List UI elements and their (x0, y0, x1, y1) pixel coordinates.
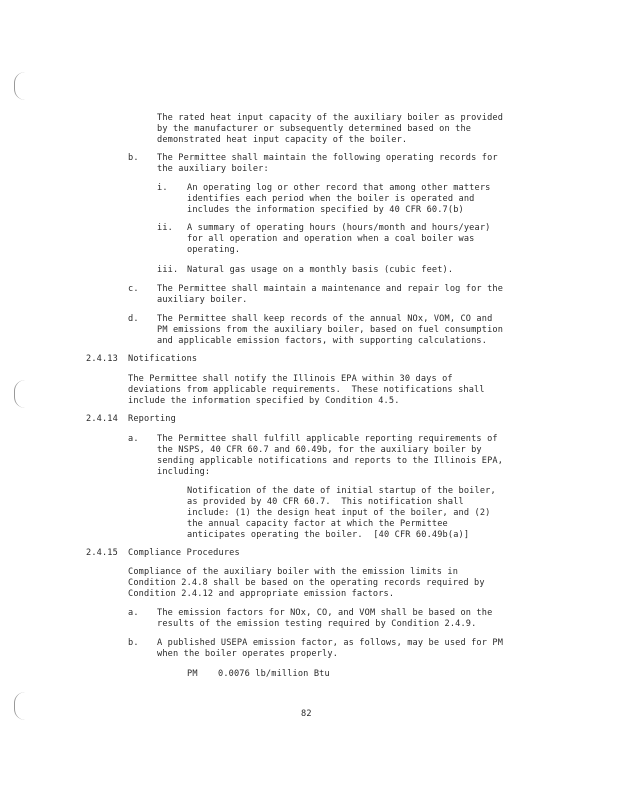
paragraph-line: Notification of the date of initial startup of the boiler, (187, 486, 496, 496)
paragraph-line: The rated heat input capacity of the auxiliary boiler as provided (157, 113, 504, 123)
paragraph-line: The emission factors for NOx, CO, and VOM shall be based on the (157, 608, 493, 618)
item-label: iii. (157, 265, 179, 275)
paragraph-line: operating. (187, 245, 241, 255)
page-number: 82 (301, 709, 312, 719)
paragraph-line: Condition 2.4.12 and appropriate emission factors. (128, 589, 395, 599)
paragraph-line: the auxiliary boiler: (157, 164, 269, 174)
paragraph-line: Natural gas usage on a monthly basis (cubic feet). (187, 265, 454, 275)
paragraph-line: include the information specified by Condition 4.5. (128, 396, 400, 406)
paragraph-line: The Permittee shall keep records of the annual NOx, VOM, CO and (157, 314, 493, 324)
section-number: 2.4.15 (86, 548, 118, 558)
paragraph-line: including: (157, 467, 211, 477)
paragraph-line: The Permittee shall maintain a maintenance and repair log for the (157, 284, 504, 294)
paragraph-line: A summary of operating hours (hours/month and hours/year) (187, 223, 491, 233)
paragraph-line: includes the information specified by 40 CFR 60.7(b) (187, 205, 464, 215)
paragraph-line: demonstrated heat input capacity of the boiler. (157, 135, 408, 145)
paragraph-line: as provided by 40 CFR 60.7. This notification shall (187, 497, 464, 507)
section-number: 2.4.13 (86, 354, 118, 364)
paragraph-line: results of the emission testing required by Condition 2.4.9. (157, 619, 477, 629)
paragraph-line: auxiliary boiler. (157, 295, 248, 305)
paragraph-line: anticipates operating the boiler. [40 CFR 60.49b(a)] (187, 530, 470, 540)
item-label: ii. (157, 223, 173, 233)
item-label: c. (128, 284, 139, 294)
paragraph-line: Compliance of the auxiliary boiler with the emission limits in (128, 567, 459, 577)
pm-label: PM (187, 669, 198, 679)
section-number: 2.4.14 (86, 414, 118, 424)
paragraph-line: the annual capacity factor at which the Permittee (187, 519, 448, 529)
paragraph-line: The Permittee shall fulfill applicable reporting requirements of (157, 434, 498, 444)
paragraph-line: An operating log or other record that among other matters (187, 183, 491, 193)
paragraph-line: A published USEPA emission factor, as follows, may be used for PM (157, 638, 504, 648)
paragraph-line: the NSPS, 40 CFR 60.7 and 60.49b, for the auxiliary boiler by (157, 445, 482, 455)
paragraph-line: identifies each period when the boiler is operated and (187, 194, 475, 204)
binder-hole-mark (14, 380, 25, 408)
item-label: b. (128, 638, 139, 648)
section-title: Notifications (128, 354, 198, 364)
binder-hole-mark (14, 72, 25, 100)
item-label: i. (157, 183, 168, 193)
paragraph-line: when the boiler operates properly. (157, 649, 339, 659)
pm-value: 0.0076 lb/million Btu (218, 669, 330, 679)
paragraph-line: for all operation and operation when a coal boiler was (187, 234, 475, 244)
paragraph-line: by the manufacturer or subsequently determined based on the (157, 124, 472, 134)
section-title: Reporting (128, 414, 176, 424)
item-label: a. (128, 608, 139, 618)
paragraph-line: deviations from applicable requirements. These notifications shall (128, 385, 485, 395)
item-label: d. (128, 314, 139, 324)
item-label: a. (128, 434, 139, 444)
paragraph-line: Condition 2.4.8 shall be based on the operating records required by (128, 578, 485, 588)
paragraph-line: include: (1) the design heat input of the boiler, and (2) (187, 508, 491, 518)
paragraph-line: The Permittee shall maintain the following operating records for (157, 153, 498, 163)
item-label: b. (128, 153, 139, 163)
binder-hole-mark (14, 692, 25, 720)
section-title: Compliance Procedures (128, 548, 240, 558)
paragraph-line: sending applicable notifications and reports to the Illinois EPA, (157, 456, 504, 466)
paragraph-line: and applicable emission factors, with supporting calculations. (157, 336, 488, 346)
paragraph-line: The Permittee shall notify the Illinois EPA within 30 days of (128, 374, 453, 384)
paragraph-line: PM emissions from the auxiliary boiler, based on fuel consumption (157, 325, 504, 335)
